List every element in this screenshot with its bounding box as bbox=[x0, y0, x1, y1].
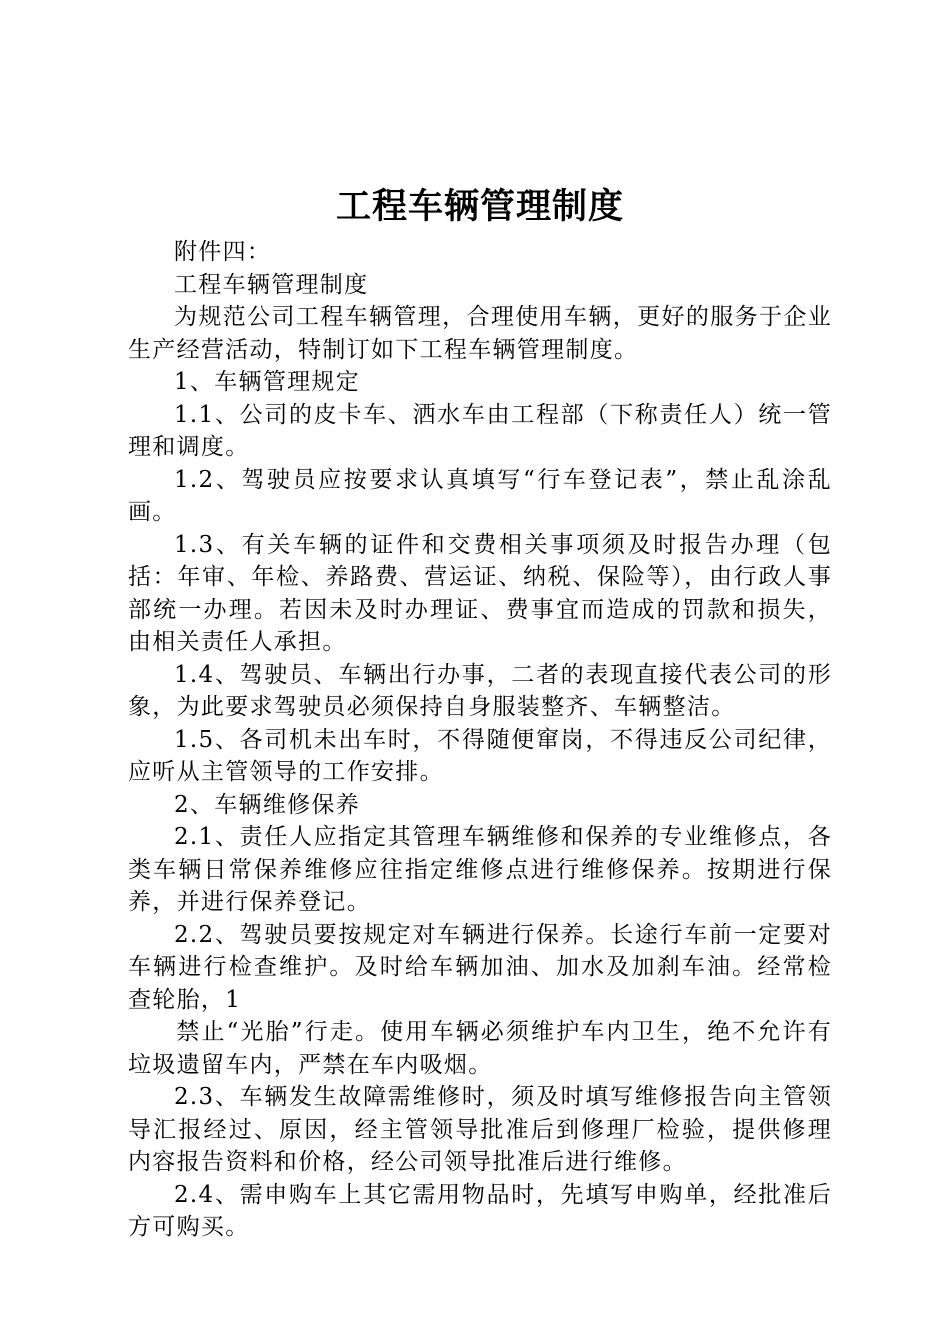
section-heading-2: 2、车辆维修保养 bbox=[174, 791, 361, 818]
clause-2-2-continued: 禁止“光胎”行走。使用车辆必须维护车内卫生，绝不允许有垃圾遗留车内，严禁在车内吸烟。 bbox=[128, 1019, 832, 1078]
clause-1-2: 1.2、驾驶员应按要求认真填写“行车登记表”，禁止乱涂乱画。 bbox=[128, 466, 832, 525]
clause-1-3: 1.3、有关车辆的证件和交费相关事项须及时报告办理（包括：年审、年检、养路费、营运证、纳税、保险等），由行政人事部统一办理。若因未及时办理证、费事宜而造成的罚款和损失，由相关责任人承担。 bbox=[128, 531, 832, 655]
clause-1-1: 1.1、公司的皮卡车、洒水车由工程部（下称责任人）统一管理和调度。 bbox=[128, 401, 832, 460]
clause-2-4: 2.4、需申购车上其它需用物品时，先填写申购单，经批准后方可购买。 bbox=[128, 1181, 832, 1240]
section-heading-1: 1、车辆管理规定 bbox=[174, 369, 361, 395]
document-body bbox=[128, 236, 832, 1244]
clause-2-2: 2.2、驾驶员要按规定对车辆进行保养。长途行车前一定要对车辆进行检查维护。及时给车辆加油、加水及加刹车油。经常检查轮胎，1 bbox=[128, 921, 832, 1013]
clause-2-3: 2.3、车辆发生故障需维修时，须及时填写维修报告向主管领导汇报经过、原因，经主管领导批准后到修理厂检验，提供修理内容报告资料和价格，经公司领导批准后进行维修。 bbox=[128, 1084, 832, 1175]
clause-1-5: 1.5、各司机未出车时，不得随便窜岗，不得违反公司纪律，应听从主管领导的工作安排。 bbox=[128, 726, 832, 785]
intro-paragraph: 为规范公司工程车辆管理，合理使用车辆，更好的服务于企业生产经营活动，特制订如下工程车辆管理制度。 bbox=[128, 304, 832, 363]
clause-2-1: 2.1、责任人应指定其管理车辆维修和保养的专业维修点，各类车辆日常保养维修应往指定维修点进行维修保养。按期进行保养，并进行保养登记。 bbox=[128, 824, 832, 915]
subtitle: 工程车辆管理制度 bbox=[174, 271, 369, 298]
document-title: 工程车辆管理制度 bbox=[335, 187, 624, 227]
attachment-label: 附件四： bbox=[174, 239, 272, 265]
clause-1-4: 1.4、驾驶员、车辆出行办事，二者的表现直接代表公司的形象，为此要求驾驶员必须保持自身服装整齐、车辆整洁。 bbox=[128, 661, 832, 720]
